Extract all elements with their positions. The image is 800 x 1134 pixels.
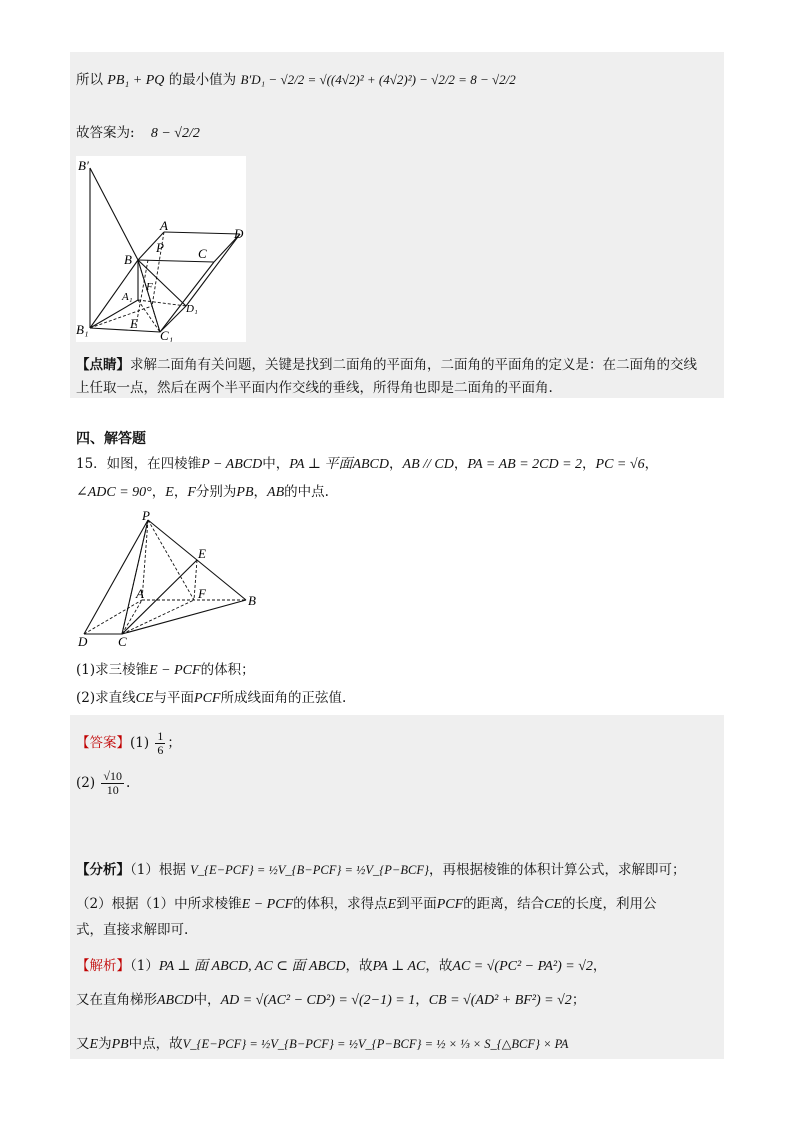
label-D1: D₁ — [186, 303, 198, 315]
text-segment: ，故 — [345, 958, 373, 974]
label-D: D — [78, 634, 88, 649]
math-expr: AD = √(AC² − CD²) = √(2−1) = 1 — [220, 993, 416, 1008]
prism-figure — [76, 156, 246, 342]
math-expr: PCF — [194, 691, 221, 706]
text-segment: 为 — [98, 1036, 112, 1052]
label-P: P — [156, 240, 164, 255]
problem-line-1 — [76, 456, 658, 474]
fraction — [155, 730, 165, 757]
label-Bprime: B′ — [78, 158, 89, 173]
math-expr: CB = √(AD² + BF²) = √2 — [428, 993, 572, 1008]
text-segment: (2)求直线 — [76, 690, 136, 706]
solution-line-2 — [76, 992, 585, 1010]
math-expr: E — [165, 485, 174, 500]
numerator: √10 — [103, 769, 123, 783]
math-formula: V_{E−PCF} = ½V_{B−PCF} = ½V_{P−BCF} — [190, 863, 429, 877]
solution-line-1 — [76, 958, 606, 976]
analysis-tag: 【分析】 — [76, 862, 130, 878]
numerator: 1 — [157, 729, 164, 743]
label-C: C — [118, 634, 127, 649]
math-expr: CE — [544, 897, 563, 912]
label-A: A — [136, 586, 144, 601]
math-expr: ABCD — [157, 993, 194, 1008]
answer-2 — [76, 770, 130, 797]
text-segment: ， — [389, 456, 403, 472]
answer-line — [76, 125, 200, 143]
min-value-line — [76, 72, 516, 90]
label-P: P — [142, 508, 150, 523]
math-expr: AB // CD — [402, 457, 454, 472]
label-C: C — [198, 246, 207, 261]
text-segment: (2) — [76, 775, 96, 792]
pyramid-diagram — [76, 508, 266, 650]
math-expr: PA ⊥ 平面 — [289, 457, 353, 472]
text-segment: 到平面 — [396, 896, 437, 912]
label-B: B — [124, 252, 132, 267]
label-F: F — [198, 586, 206, 601]
math-expr: E — [89, 1037, 99, 1052]
text-segment: 中， — [262, 456, 290, 472]
text-segment: 的体积； — [200, 662, 255, 678]
math-expr: PB — [236, 485, 254, 500]
text-segment: 的距离，结合 — [463, 896, 545, 912]
solution-line-3 — [76, 1036, 568, 1054]
text-segment: ，故 — [425, 958, 453, 974]
text-segment: ， — [253, 484, 268, 500]
math-expr: 8 − √2/2 — [150, 126, 200, 141]
text-segment: 的体积，求得点 — [293, 896, 388, 912]
label-C1: C₁ — [160, 328, 174, 342]
text-segment: 式，直接求解即可. — [76, 922, 189, 938]
math-expr: E — [387, 897, 397, 912]
problem-line-2 — [76, 484, 329, 502]
label-E: E — [130, 316, 138, 331]
label-B1: B₁ — [76, 322, 89, 337]
analysis-line-2 — [76, 896, 657, 914]
text-segment: 中点，故 — [128, 1036, 183, 1052]
math-expr: E − PCF — [241, 897, 294, 912]
label-A: A — [160, 218, 168, 233]
comment-line-1 — [76, 357, 697, 375]
math-formula: B′D₁ − √2/2 = √((4√2)² + (4√2)²) − √2/2 = 8 − √2/2 — [240, 72, 516, 87]
text-segment: 15．如图，在四棱锥 — [76, 456, 202, 472]
text-segment: （2）根据（1）中所求棱锥 — [76, 896, 242, 912]
text-segment: . — [126, 775, 131, 792]
label-A1: A₁ — [122, 291, 133, 303]
text-segment: 中， — [193, 992, 221, 1008]
section-title: 四、解答题 — [76, 431, 146, 447]
math-formula: V_{E−PCF} = ½V_{B−PCF} = ½V_{P−BCF} = ½ × ⅓ × S_{△BCF} × PA — [182, 1037, 569, 1051]
math-expr: CE — [135, 691, 154, 706]
math-expr: ABCD — [352, 457, 390, 472]
math-expr: PB₁ + PQ — [107, 73, 165, 88]
math-expr: PA ⊥ AC — [372, 959, 426, 974]
label-D: D — [234, 226, 244, 241]
text-segment: ， — [173, 484, 188, 500]
pyramid-figure — [76, 508, 266, 650]
text-segment: (1)求三棱锥 — [76, 662, 150, 678]
text-segment: 所成线面角的正弦值. — [220, 690, 347, 706]
text-segment: 又在直角梯形 — [76, 992, 157, 1008]
text-segment: 的长度，利用公 — [562, 896, 657, 912]
answer-1 — [76, 730, 181, 757]
math-expr: PC = √6 — [595, 457, 645, 472]
math-expr: AC = √(PC² − PA²) = √2 — [452, 959, 593, 974]
label-B: B — [248, 593, 256, 608]
denominator: 10 — [106, 783, 119, 798]
answer-tag: 【答案】 — [76, 735, 130, 752]
math-expr: PB — [111, 1037, 129, 1052]
text-segment: ， — [415, 992, 429, 1008]
denominator: 6 — [157, 743, 164, 758]
fraction — [101, 770, 124, 797]
text-segment: ， — [582, 456, 596, 472]
comment-text: 求解二面角有关问题，关键是找到二面角的平面角，二面角的平面角的定义是：在二面角的交线 — [130, 357, 697, 373]
math-expr: F — [187, 485, 196, 500]
math-expr: PA ⊥ 面 ABCD, AC ⊂ 面 ABCD — [158, 959, 346, 974]
math-expr: ∠ADC = 90° — [76, 485, 152, 500]
text-segment: 故答案为: — [76, 125, 135, 141]
text-segment: (1) — [130, 735, 150, 752]
text-segment: ， — [592, 958, 607, 974]
text-segment: （1） — [130, 958, 159, 974]
text-segment: ， — [453, 456, 468, 472]
question-1 — [76, 662, 255, 680]
text-segment: ，再根据棱锥的体积计算公式，求解即可； — [428, 862, 686, 878]
text-segment: ； — [571, 992, 586, 1008]
solution-tag: 【解析】 — [76, 958, 130, 974]
text-segment: 的中点. — [284, 484, 329, 500]
math-expr: AB — [267, 485, 285, 500]
math-expr: E − PCF — [149, 663, 201, 678]
text-segment: 与平面 — [153, 690, 195, 706]
prism-diagram — [76, 156, 246, 342]
label-E: E — [198, 546, 206, 561]
text-segment: 又 — [76, 1036, 90, 1052]
comment-line-2 — [76, 380, 553, 398]
math-expr: PCF — [436, 897, 464, 912]
text-segment: 所以 — [76, 72, 103, 88]
math-expr: P − ABCD — [201, 457, 263, 472]
question-2 — [76, 690, 346, 708]
text-segment: （1）根据 — [130, 862, 186, 878]
comment-text: 上任取一点，然后在两个半平面内作交线的垂线，所得角也即是二面角的平面角. — [76, 380, 553, 396]
math-expr: PA = AB = 2CD = 2 — [467, 457, 583, 472]
analysis-line-3 — [76, 922, 188, 940]
text-segment: ， — [151, 484, 166, 500]
label-F: F — [146, 281, 153, 293]
text-segment: 的最小值为 — [168, 72, 237, 88]
comment-tag: 【点睛】 — [76, 357, 130, 373]
text-segment: ； — [167, 735, 181, 752]
text-segment: ， — [644, 456, 659, 472]
text-segment: 分别为 — [195, 484, 237, 500]
analysis-line-1 — [76, 862, 685, 880]
